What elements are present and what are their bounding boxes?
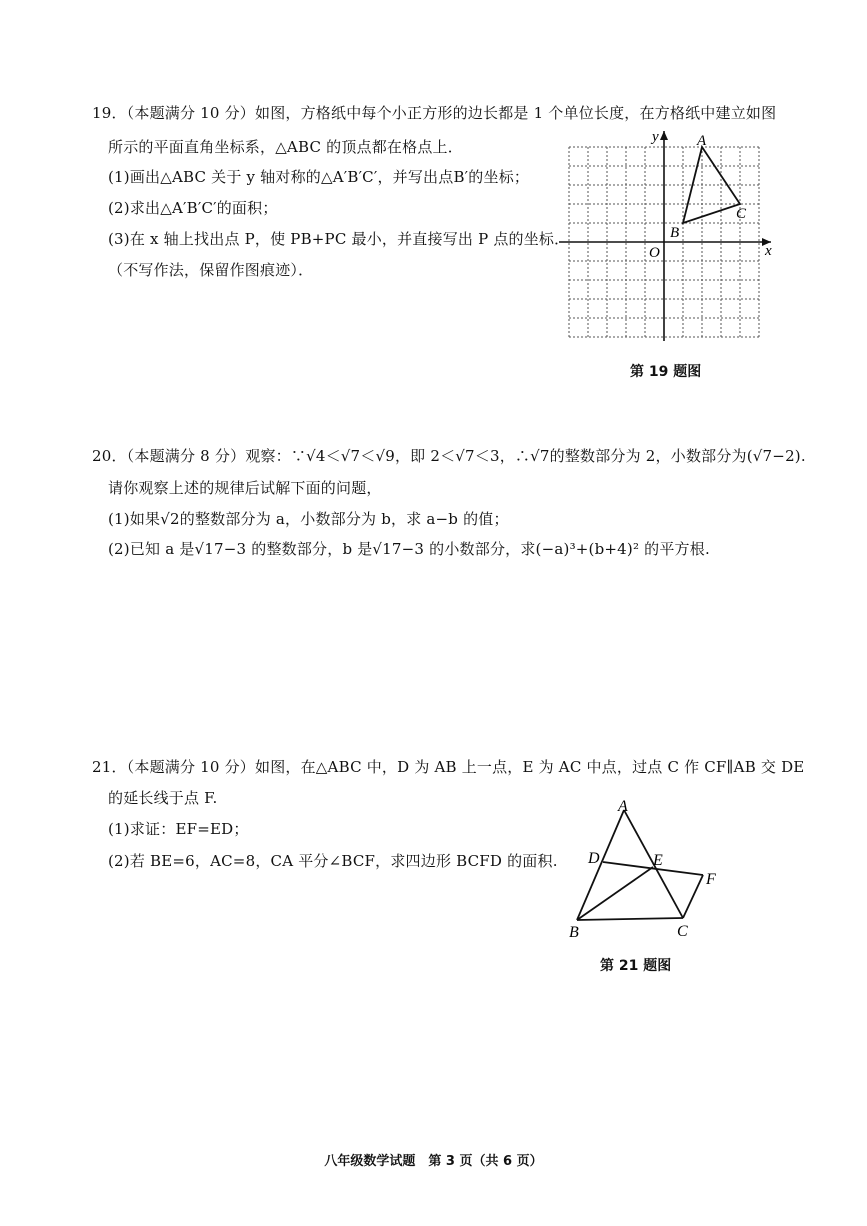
segment-bc: [577, 918, 683, 920]
q20-line-4: (2)已知 a 是√17−3 的整数部分，b 是√17−3 的小数部分，求(−a)³+(b+4)² 的平方根.: [108, 540, 710, 558]
q20-line-3: (1)如果√2的整数部分为 a，小数部分为 b，求 a−b 的值；: [108, 510, 509, 528]
q19-line-1: 19．（本题满分 10 分）如图，方格纸中每个小正方形的边长都是 1 个单位长度，在方格纸中建立如图: [92, 104, 777, 122]
point-b-label: B: [670, 225, 680, 241]
triangle-abc: [683, 147, 740, 223]
q21-triangle-figure: [565, 795, 735, 945]
q21-line-4: (2)若 BE=6，AC=8，CA 平分∠BCF，求四边形 BCFD 的面积.: [108, 852, 558, 870]
q19-line-5: (3)在 x 轴上找出点 P，使 PB+PC 最小，并直接写出 P 点的坐标．: [108, 230, 570, 248]
point-a-label: A: [697, 133, 707, 149]
x-axis-label: x: [765, 243, 772, 259]
q19-line-2: 所示的平面直角坐标系，△ABC 的顶点都在格点上．: [108, 138, 463, 156]
q21-point-e-label: E: [653, 852, 663, 869]
q19-axes: [559, 131, 771, 341]
q21-point-c-label: C: [677, 923, 688, 940]
segment-cf: [683, 875, 703, 918]
q21-point-f-label: F: [706, 871, 716, 888]
origin-label: O: [649, 245, 660, 261]
q21-point-a-label: A: [618, 798, 628, 815]
q21-line-2: 的延长线于点 F.: [108, 789, 218, 807]
q21-figure-caption: 第 21 题图: [600, 958, 672, 974]
q19-line-4: (2)求出△A′B′C′的面积；: [108, 199, 278, 217]
page-footer: 八年级数学试题 第 3 页（共 6 页）: [324, 1154, 543, 1169]
q21-point-b-label: B: [569, 924, 579, 941]
q21-line-3: (1)求证：EF=ED；: [108, 820, 249, 838]
y-axis-label: y: [652, 129, 659, 145]
q20-line-1: 20．（本题满分 8 分）观察：∵√4＜√7＜√9，即 2＜√7＜3，∴√7的整数部分为 2，小数部分为(√7−2).: [92, 447, 806, 465]
q20-line-2: 请你观察上述的规律后试解下面的问题，: [108, 479, 382, 497]
q19-line-6: （不写作法，保留作图痕迹）．: [108, 261, 314, 279]
q21-point-d-label: D: [588, 850, 600, 867]
q21-line-1: 21．（本题满分 10 分）如图，在△ABC 中，D 为 AB 上一点，E 为 AC 中点，过点 C 作 CF∥AB 交 DE: [92, 758, 805, 776]
q19-coordinate-figure: [555, 125, 780, 350]
y-axis-arrow: [660, 131, 668, 140]
q19-figure-caption: 第 19 题图: [630, 364, 702, 380]
point-c-label: C: [736, 206, 747, 222]
q19-line-3: (1)画出△ABC 关于 y 轴对称的△A′B′C′，并写出点B′的坐标；: [108, 168, 530, 186]
